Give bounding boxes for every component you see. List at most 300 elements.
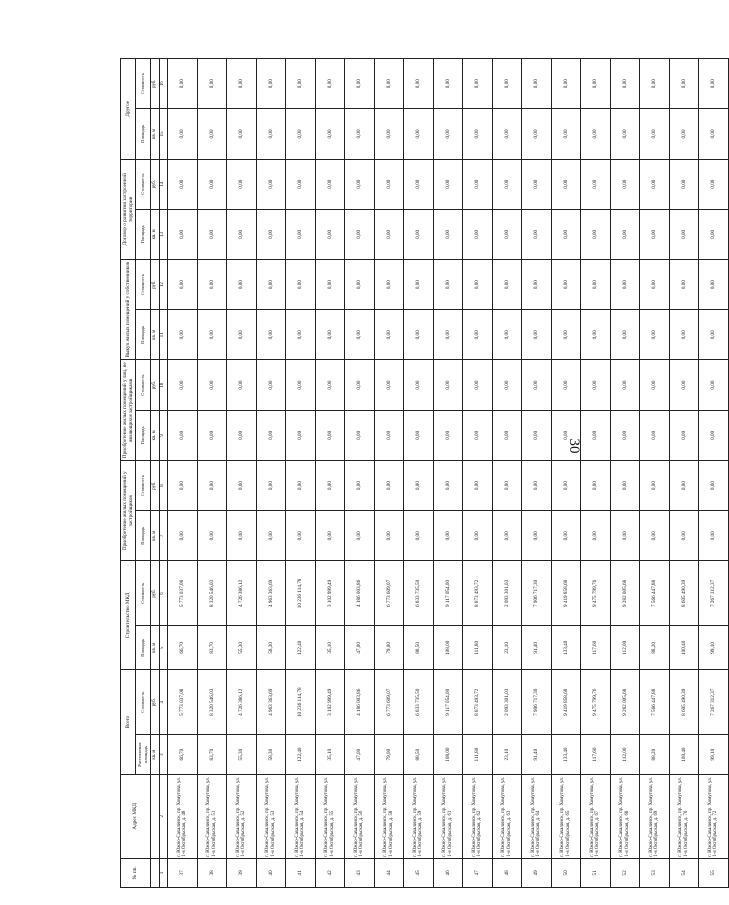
zero-value-cell: 0,00: [610, 109, 640, 159]
row-number: 39: [227, 858, 257, 887]
total-cost: 6 833 735,50: [404, 670, 434, 735]
zero-value-cell: 0,00: [168, 260, 198, 310]
zero-value-cell: 0,00: [197, 260, 227, 310]
zero-value-cell: 0,00: [345, 410, 375, 460]
zero-value-cell: 0,00: [227, 159, 257, 209]
row-number: 45: [404, 858, 434, 887]
header-other: Другое: [121, 59, 136, 160]
unit-cell: кв. м: [151, 310, 160, 360]
zero-value-cell: 0,00: [168, 460, 198, 510]
total-cost: 2 093 301,03: [492, 670, 522, 735]
unit-cell: руб.: [151, 670, 160, 735]
zero-value-cell: 0,00: [492, 460, 522, 510]
zero-value-cell: 0,00: [610, 209, 640, 259]
row-address: г. Южно-Сахалинск, пр. Хомутова, ул. 1-я Октябрьская, д. 61: [433, 774, 463, 858]
total-cost: 9 117 054,00: [433, 670, 463, 735]
zero-value-cell: 0,00: [640, 159, 670, 209]
zero-value-cell: 0,00: [551, 59, 581, 109]
mkd-area: 23,10: [492, 626, 522, 670]
total-area: 111,80: [463, 735, 493, 775]
total-cost: 7 906 717,30: [522, 670, 552, 735]
zero-value-cell: 0,00: [256, 209, 286, 259]
zero-value-cell: 0,00: [522, 310, 552, 360]
zero-value-cell: 0,00: [522, 410, 552, 460]
table-row: [315, 59, 345, 888]
zero-value-cell: 0,00: [256, 310, 286, 360]
row-address: г. Южно-Сахалинск, пр. Хомутова, ул. 1-я Октябрьская, д. 48: [168, 774, 198, 858]
table-row: [463, 59, 493, 888]
zero-value-cell: 0,00: [699, 209, 729, 259]
zero-value-cell: 0,00: [433, 109, 463, 159]
total-cost: 8 320 546,03: [197, 670, 227, 735]
zero-value-cell: 0,00: [581, 109, 611, 159]
mkd-cost: 9 117 054,00: [433, 561, 463, 626]
table-row: [492, 59, 522, 888]
zero-value-cell: 0,00: [404, 159, 434, 209]
zero-value-cell: 0,00: [522, 109, 552, 159]
page-number: 30: [566, 438, 582, 454]
zero-value-cell: 0,00: [168, 511, 198, 561]
mkd-area: 79,00: [374, 626, 404, 670]
zero-value-cell: 0,00: [463, 260, 493, 310]
mkd-cost: 4 726 386,12: [227, 561, 257, 626]
zero-value-cell: 0,00: [492, 159, 522, 209]
mkd-cost: 7 267 312,37: [699, 561, 729, 626]
table-row: [669, 59, 699, 888]
row-number: 48: [492, 858, 522, 887]
unit-cell: кв. м: [151, 511, 160, 561]
total-cost: 4 186 003,86: [345, 670, 375, 735]
zero-value-cell: 0,00: [699, 360, 729, 410]
zero-value-cell: 0,00: [286, 209, 316, 259]
zero-value-cell: 0,00: [551, 460, 581, 510]
zero-value-cell: 0,00: [197, 59, 227, 109]
col-number: 12: [160, 260, 168, 310]
col-number: 13: [160, 209, 168, 259]
row-address: г. Южно-Сахалинск, пр. Хомутова, ул. 1-я Октябрьская, д. 70: [669, 774, 699, 858]
total-cost: 3 102 999,49: [315, 670, 345, 735]
zero-value-cell: 0,00: [256, 159, 286, 209]
header-territory: Договор о развитии застроенной территории: [121, 159, 136, 259]
total-cost: 9 475 799,76: [581, 670, 611, 735]
unit-cell: руб.: [151, 561, 160, 626]
total-cost: 5 773 037,08: [168, 670, 198, 735]
zero-value-cell: 0,00: [168, 209, 198, 259]
column-numbers-row: [160, 59, 168, 888]
row-address: г. Южно-Сахалинск, пр. Хомутова, ул. 1-я Октябрьская, д. 54: [286, 774, 316, 858]
total-area: 83,70: [197, 735, 227, 775]
total-cost: 7 267 312,37: [699, 670, 729, 735]
header-nondev-cost: Стоимость: [136, 360, 151, 410]
row-address: г. Южно-Сахалинск, пр. Хомутова, ул. 1-я Октябрьская, д. 53: [256, 774, 286, 858]
zero-value-cell: 0,00: [610, 410, 640, 460]
row-address: г. Южно-Сахалинск, пр. Хомутова, ул. 1-я Октябрьская, д. 51: [197, 774, 227, 858]
zero-value-cell: 0,00: [227, 209, 257, 259]
table-row: [433, 59, 463, 888]
zero-value-cell: 0,00: [581, 410, 611, 460]
total-area: 47,00: [345, 735, 375, 775]
zero-value-cell: 0,00: [286, 109, 316, 159]
mkd-cost: 10 236 114,78: [286, 561, 316, 626]
mkd-cost: 2 093 301,03: [492, 561, 522, 626]
zero-value-cell: 0,00: [433, 209, 463, 259]
zero-value-cell: 0,00: [345, 260, 375, 310]
zero-value-cell: 0,00: [433, 360, 463, 410]
header-nondev-area: Площадь: [136, 410, 151, 460]
zero-value-cell: 0,00: [286, 260, 316, 310]
unit-cell: руб.: [151, 260, 160, 310]
mkd-area: 91,40: [522, 626, 552, 670]
unit-cell: руб.: [151, 159, 160, 209]
col-number: 16: [160, 59, 168, 109]
zero-value-cell: 0,00: [610, 310, 640, 360]
zero-value-cell: 0,00: [315, 260, 345, 310]
header-mkd-area: Площадь: [136, 626, 151, 670]
unit-cell: кв. м: [151, 109, 160, 159]
zero-value-cell: 0,00: [315, 360, 345, 410]
zero-value-cell: 0,00: [345, 360, 375, 410]
zero-value-cell: 0,00: [551, 410, 581, 460]
zero-value-cell: 0,00: [374, 159, 404, 209]
mkd-cost: 3 102 999,49: [315, 561, 345, 626]
zero-value-cell: 0,00: [581, 209, 611, 259]
table-row: [256, 59, 286, 888]
zero-value-cell: 0,00: [256, 511, 286, 561]
row-number: 46: [433, 858, 463, 887]
zero-value-cell: 0,00: [227, 511, 257, 561]
zero-value-cell: 0,00: [669, 209, 699, 259]
zero-value-cell: 0,00: [315, 109, 345, 159]
zero-value-cell: 0,00: [256, 109, 286, 159]
col-number: 10: [160, 360, 168, 410]
zero-value-cell: 0,00: [610, 360, 640, 410]
row-number: 44: [374, 858, 404, 887]
zero-value-cell: 0,00: [669, 109, 699, 159]
header-address: Адрес МКД: [121, 774, 151, 858]
row-address: г. Южно-Сахалинск, пр. Хомутова, ул. 1-я Октябрьская, д. 59: [404, 774, 434, 858]
mkd-cost: 6 833 735,50: [404, 561, 434, 626]
total-cost: 10 236 114,78: [286, 670, 316, 735]
unit-cell: [151, 858, 160, 887]
zero-value-cell: 0,00: [699, 310, 729, 360]
zero-value-cell: 0,00: [581, 59, 611, 109]
zero-value-cell: 0,00: [227, 410, 257, 460]
zero-value-cell: 0,00: [492, 410, 522, 460]
unit-cell: [151, 774, 160, 858]
row-address: г. Южно-Сахалинск, пр. Хомутова, ул. 1-я Октябрьская, д. 68: [610, 774, 640, 858]
mkd-cost: 7 906 717,30: [522, 561, 552, 626]
total-area: 58,30: [256, 735, 286, 775]
total-area: 100,40: [669, 735, 699, 775]
zero-value-cell: 0,00: [610, 59, 640, 109]
row-address: г. Южно-Сахалинск, пр. Хомутова, ул. 1-я Октябрьская, д. 64: [522, 774, 552, 858]
col-number: 3: [160, 735, 168, 775]
header-row-groups: [121, 59, 136, 888]
mkd-area: 99,10: [699, 626, 729, 670]
header-mkd-cost: Стоимость: [136, 561, 151, 626]
zero-value-cell: 0,00: [197, 209, 227, 259]
mkd-cost: 4 186 003,86: [345, 561, 375, 626]
col-number: 15: [160, 109, 168, 159]
zero-value-cell: 0,00: [315, 310, 345, 360]
total-area: 88,20: [640, 735, 670, 775]
zero-value-cell: 0,00: [286, 159, 316, 209]
mkd-area: 122,40: [286, 626, 316, 670]
col-number: 8: [160, 460, 168, 510]
mkd-cost: 8 605 490,39: [669, 561, 699, 626]
header-num: № пп.: [121, 858, 151, 887]
zero-value-cell: 0,00: [227, 310, 257, 360]
zero-value-cell: 0,00: [433, 410, 463, 460]
header-buyout: Выкуп жилых помещений у собственников: [121, 260, 136, 360]
mkd-area: 117,60: [581, 626, 611, 670]
zero-value-cell: 0,00: [640, 360, 670, 410]
mkd-area: 133,40: [551, 626, 581, 670]
table-row: [345, 59, 375, 888]
zero-value-cell: 0,00: [345, 310, 375, 360]
row-address: г. Южно-Сахалинск, пр. Хомутова, ул. 1-я Октябрьская, д. 69: [640, 774, 670, 858]
zero-value-cell: 0,00: [168, 310, 198, 360]
zero-value-cell: 0,00: [374, 460, 404, 510]
zero-value-cell: 0,00: [404, 260, 434, 310]
zero-value-cell: 0,00: [522, 59, 552, 109]
zero-value-cell: 0,00: [197, 360, 227, 410]
mkd-area: 108,00: [433, 626, 463, 670]
table-body: [168, 59, 729, 888]
zero-value-cell: 0,00: [581, 511, 611, 561]
mkd-area: 47,00: [345, 626, 375, 670]
header-dev-cost: Стоимость: [136, 460, 151, 510]
table-row: [522, 59, 552, 888]
zero-value-cell: 0,00: [581, 260, 611, 310]
zero-value-cell: 0,00: [551, 159, 581, 209]
zero-value-cell: 0,00: [374, 410, 404, 460]
zero-value-cell: 0,00: [669, 360, 699, 410]
mkd-area: 88,50: [404, 626, 434, 670]
zero-value-cell: 0,00: [522, 360, 552, 410]
zero-value-cell: 0,00: [345, 159, 375, 209]
zero-value-cell: 0,00: [227, 59, 257, 109]
row-address: г. Южно-Сахалинск, пр. Хомутова, ул. 1-я Октябрьская, д. 52: [227, 774, 257, 858]
zero-value-cell: 0,00: [345, 59, 375, 109]
mkd-area: 111,80: [463, 626, 493, 670]
zero-value-cell: 0,00: [433, 260, 463, 310]
row-address: г. Южно-Сахалинск, пр. Хомутова, ул. 1-я Октябрьская, д. 62: [463, 774, 493, 858]
zero-value-cell: 0,00: [345, 109, 375, 159]
zero-value-cell: 0,00: [492, 109, 522, 159]
zero-value-cell: 0,00: [669, 310, 699, 360]
total-area: 35,10: [315, 735, 345, 775]
zero-value-cell: 0,00: [404, 511, 434, 561]
zero-value-cell: 0,00: [227, 260, 257, 310]
table-row: [640, 59, 670, 888]
zero-value-cell: 0,00: [374, 109, 404, 159]
zero-value-cell: 0,00: [433, 159, 463, 209]
zero-value-cell: 0,00: [433, 511, 463, 561]
zero-value-cell: 0,00: [463, 410, 493, 460]
unit-cell: кв. м: [151, 626, 160, 670]
zero-value-cell: 0,00: [197, 310, 227, 360]
row-number: 53: [640, 858, 670, 887]
zero-value-cell: 0,00: [168, 109, 198, 159]
row-address: г. Южно-Сахалинск, пр. Хомутова, ул. 1-я Октябрьская, д. 55: [315, 774, 345, 858]
zero-value-cell: 0,00: [256, 360, 286, 410]
zero-value-cell: 0,00: [669, 260, 699, 310]
zero-value-cell: 0,00: [404, 109, 434, 159]
table-row: [404, 59, 434, 888]
zero-value-cell: 0,00: [669, 511, 699, 561]
mkd-cost: 7 566 447,88: [640, 561, 670, 626]
total-area: 112,00: [610, 735, 640, 775]
zero-value-cell: 0,00: [522, 209, 552, 259]
zero-value-cell: 0,00: [463, 460, 493, 510]
zero-value-cell: 0,00: [404, 59, 434, 109]
zero-value-cell: 0,00: [315, 159, 345, 209]
zero-value-cell: 0,00: [374, 310, 404, 360]
unit-cell: руб.: [151, 360, 160, 410]
resettlement-table: [120, 58, 729, 888]
total-area: 91,40: [522, 735, 552, 775]
total-cost: 4 963 363,69: [256, 670, 286, 735]
mkd-cost: 5 773 037,08: [168, 561, 198, 626]
zero-value-cell: 0,00: [492, 59, 522, 109]
table-row: [374, 59, 404, 888]
total-cost: 9 282 005,68: [610, 670, 640, 735]
row-number: 51: [581, 858, 611, 887]
mkd-area: 88,20: [640, 626, 670, 670]
zero-value-cell: 0,00: [492, 511, 522, 561]
table-row: [551, 59, 581, 888]
zero-value-cell: 0,00: [640, 460, 670, 510]
units-row: [151, 59, 160, 888]
zero-value-cell: 0,00: [345, 460, 375, 510]
row-number: 52: [610, 858, 640, 887]
zero-value-cell: 0,00: [404, 460, 434, 510]
header-other-cost: Стоимость: [136, 59, 151, 109]
zero-value-cell: 0,00: [433, 310, 463, 360]
zero-value-cell: 0,00: [315, 460, 345, 510]
table-row: [699, 59, 729, 888]
total-area: 79,00: [374, 735, 404, 775]
header-buy-nondev: Приобретение жилых помещений у лиц, не являющихся застройщиками: [121, 360, 136, 460]
zero-value-cell: 0,00: [699, 260, 729, 310]
total-area: 88,50: [404, 735, 434, 775]
total-area: 55,30: [227, 735, 257, 775]
row-address: г. Южно-Сахалинск, пр. Хомутова, ул. 1-я Октябрьская, д. 72: [699, 774, 729, 858]
zero-value-cell: 0,00: [227, 460, 257, 510]
zero-value-cell: 0,00: [669, 460, 699, 510]
zero-value-cell: 0,00: [463, 209, 493, 259]
zero-value-cell: 0,00: [374, 260, 404, 310]
zero-value-cell: 0,00: [286, 460, 316, 510]
row-number: 37: [168, 858, 198, 887]
total-cost: 8 605 490,39: [669, 670, 699, 735]
zero-value-cell: 0,00: [463, 511, 493, 561]
unit-cell: кв. м: [151, 410, 160, 460]
zero-value-cell: 0,00: [699, 410, 729, 460]
zero-value-cell: 0,00: [699, 59, 729, 109]
total-area: 117,60: [581, 735, 611, 775]
header-row-sub: [136, 59, 151, 888]
rotated-table-wrapper: [120, 58, 719, 888]
zero-value-cell: 0,00: [640, 410, 670, 460]
zero-value-cell: 0,00: [463, 310, 493, 360]
zero-value-cell: 0,00: [286, 360, 316, 410]
col-number: 1: [160, 858, 168, 887]
mkd-area: 100,40: [669, 626, 699, 670]
unit-cell: кв. м: [151, 735, 160, 775]
zero-value-cell: 0,00: [227, 360, 257, 410]
row-address: г. Южно-Сахалинск, пр. Хомутова, ул. 1-я Октябрьская, д. 58: [374, 774, 404, 858]
row-address: г. Южно-Сахалинск, пр. Хомутова, ул. 1-я Октябрьская, д. 65: [551, 774, 581, 858]
col-number: 2: [160, 774, 168, 858]
row-number: 50: [551, 858, 581, 887]
mkd-area: 35,10: [315, 626, 345, 670]
header-dev-area: Площадь: [136, 511, 151, 561]
zero-value-cell: 0,00: [197, 410, 227, 460]
table-row: [197, 59, 227, 888]
zero-value-cell: 0,00: [492, 260, 522, 310]
zero-value-cell: 0,00: [315, 209, 345, 259]
zero-value-cell: 0,00: [640, 109, 670, 159]
header-buyout-cost: Стоимость: [136, 260, 151, 310]
zero-value-cell: 0,00: [374, 209, 404, 259]
zero-value-cell: 0,00: [551, 209, 581, 259]
total-cost: 4 726 386,12: [227, 670, 257, 735]
zero-value-cell: 0,00: [699, 159, 729, 209]
zero-value-cell: 0,00: [463, 159, 493, 209]
zero-value-cell: 0,00: [551, 260, 581, 310]
zero-value-cell: 0,00: [522, 460, 552, 510]
unit-cell: кв. м: [151, 209, 160, 259]
header-territory-cost: Стоимость: [136, 159, 151, 209]
zero-value-cell: 0,00: [551, 109, 581, 159]
zero-value-cell: 0,00: [640, 260, 670, 310]
zero-value-cell: 0,00: [286, 410, 316, 460]
mkd-area: 58,30: [256, 626, 286, 670]
header-buy-dev: Приобретение жилых помещений у застройщиков: [121, 460, 136, 560]
header-total-cost: Стоимость: [136, 670, 151, 735]
zero-value-cell: 0,00: [463, 109, 493, 159]
zero-value-cell: 0,00: [699, 109, 729, 159]
mkd-area: 55,30: [227, 626, 257, 670]
table-row: [227, 59, 257, 888]
zero-value-cell: 0,00: [433, 59, 463, 109]
zero-value-cell: 0,00: [522, 511, 552, 561]
zero-value-cell: 0,00: [610, 159, 640, 209]
col-number: 11: [160, 310, 168, 360]
row-address: г. Южно-Сахалинск, пр. Хомутова, ул. 1-я Октябрьская, д. 56: [345, 774, 375, 858]
zero-value-cell: 0,00: [522, 260, 552, 310]
header-territory-area: Площадь: [136, 209, 151, 259]
zero-value-cell: 0,00: [404, 310, 434, 360]
row-number: 55: [699, 858, 729, 887]
zero-value-cell: 0,00: [492, 310, 522, 360]
zero-value-cell: 0,00: [581, 310, 611, 360]
zero-value-cell: 0,00: [197, 460, 227, 510]
zero-value-cell: 0,00: [522, 159, 552, 209]
total-cost: 9 419 858,68: [551, 670, 581, 735]
mkd-cost: 9 419 858,68: [551, 561, 581, 626]
mkd-cost: 6 773 609,07: [374, 561, 404, 626]
zero-value-cell: 0,00: [168, 59, 198, 109]
header-resettle-area: Расселяемая площадь: [136, 735, 151, 775]
total-area: 133,40: [551, 735, 581, 775]
col-number: 5: [160, 626, 168, 670]
zero-value-cell: 0,00: [581, 360, 611, 410]
zero-value-cell: 0,00: [256, 59, 286, 109]
row-number: 41: [286, 858, 316, 887]
